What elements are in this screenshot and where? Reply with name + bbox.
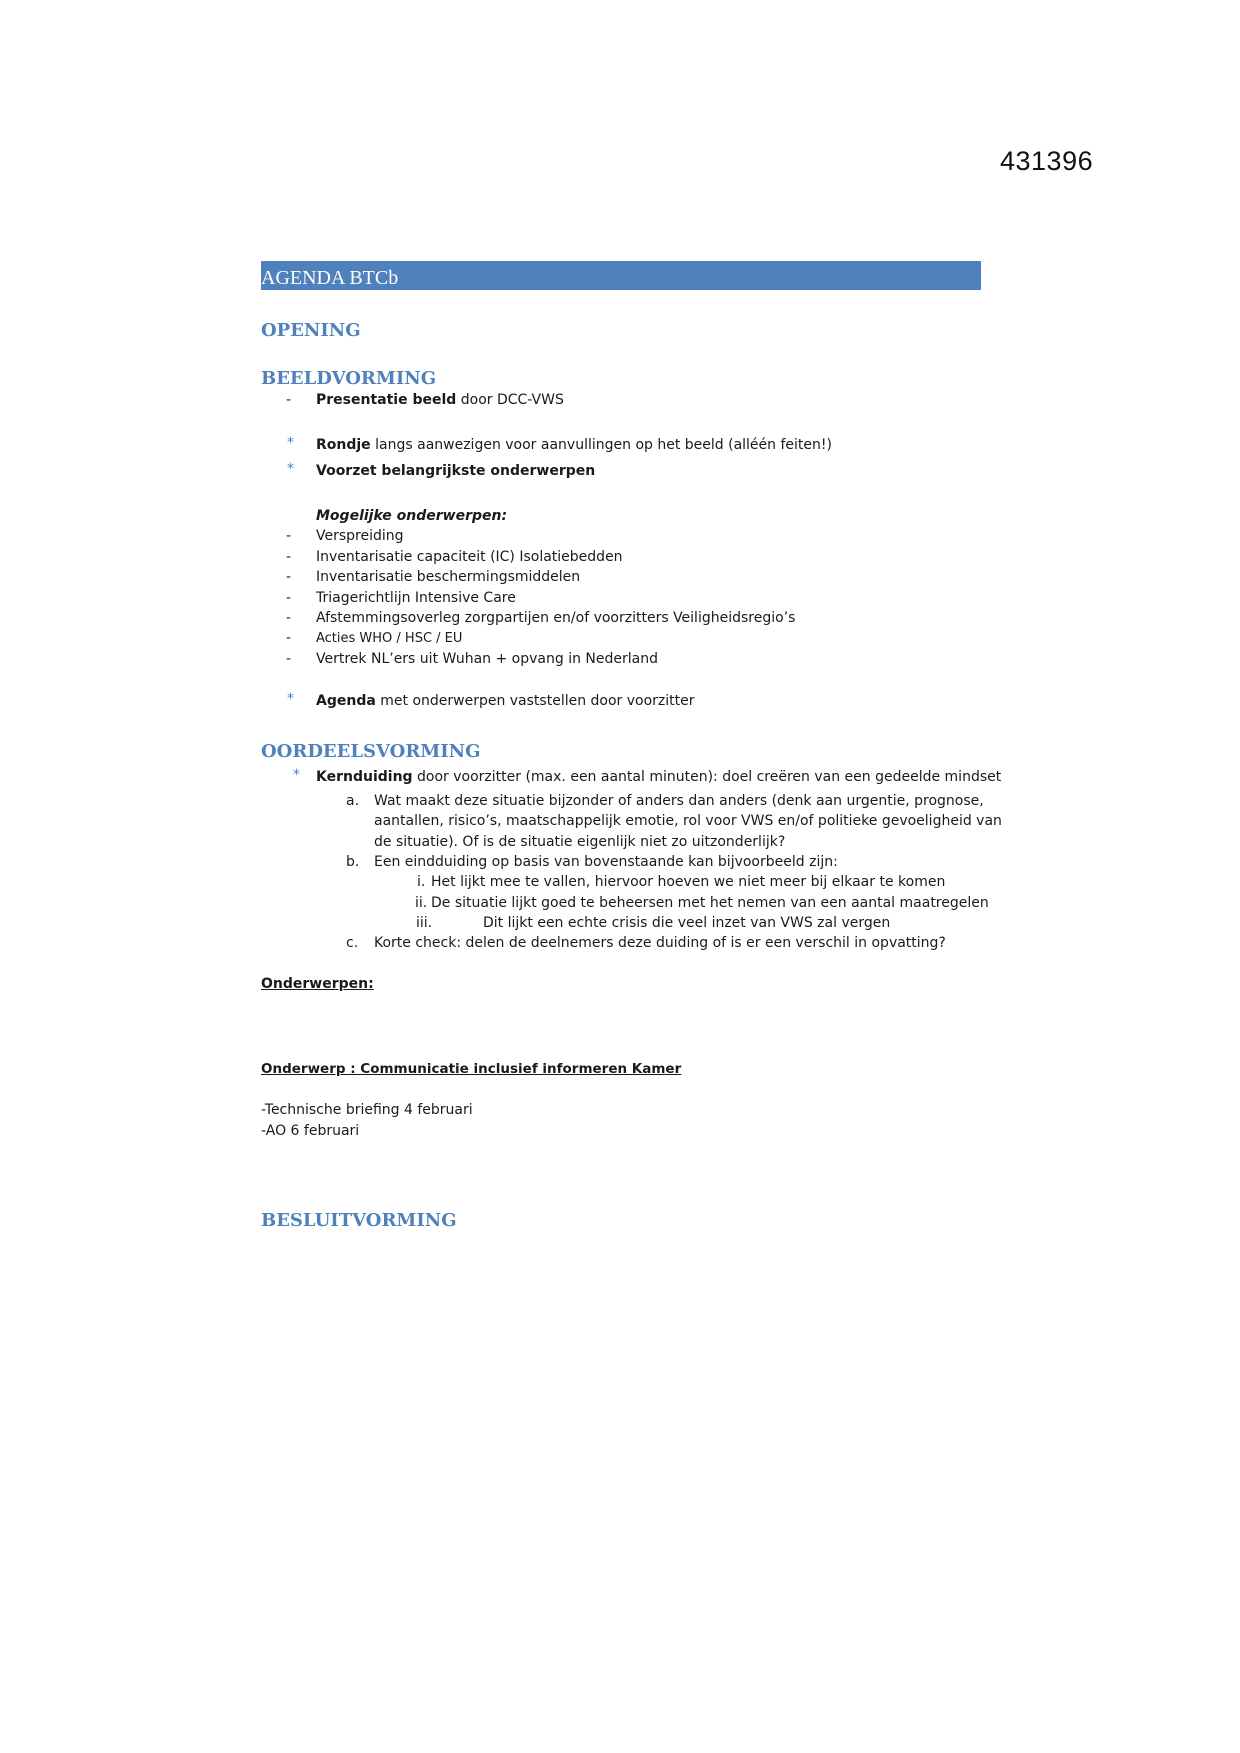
list-marker-a: a. [346,793,360,809]
list-marker-iii: iii. [416,915,433,931]
topic-item: Inventarisatie capaciteit (IC) Isolatiebedden [316,549,623,565]
agenda-title-banner [261,261,981,290]
onderwerp-item: -AO 6 februari [261,1123,360,1139]
kernduiding-line: Kernduiding door voorzitter (max. een aantal minuten): doel creëren van een gedeelde mindset [316,769,1002,785]
dash-marker: - [286,528,292,544]
dash-marker: - [286,590,292,606]
item-i-text: Het lijkt mee te vallen, hiervoor hoeven we niet meer bij elkaar te komen [431,874,946,890]
item-c-line: Korte check: delen de deelnemers deze duiding of is er een verschil in opvatting? [374,935,946,951]
dash-marker: - [286,569,292,585]
dash-marker: - [286,549,292,565]
onderwerp-title: Onderwerp : Communicatie inclusief informeren Kamer [261,1061,682,1077]
topic-item: Acties WHO / HSC / EU [316,631,463,646]
dash-marker: - [286,392,292,408]
heading-oordeelsvorming: OORDEELSVORMING [261,741,481,762]
list-marker-ii: ii. [415,895,428,911]
onderwerpen-label: Onderwerpen: [261,976,374,992]
topic-item: Inventarisatie beschermingsmiddelen [316,569,581,585]
beeld-item-voorzet: Voorzet belangrijkste onderwerpen [316,463,596,479]
list-marker-i: i. [417,874,426,890]
heading-besluitvorming: BESLUITVORMING [261,1210,457,1231]
item-ii-text: De situatie lijkt goed te beheersen met het nemen van een aantal maatregelen [431,895,989,911]
item-a-line: de situatie). Of is de situatie eigenlijk niet zo uitzonderlijk? [374,834,786,850]
star-marker: * [287,461,294,477]
dash-marker: - [286,651,292,667]
item-iii-text: Dit lijkt een echte crisis die veel inzet van VWS zal vergen [483,915,891,931]
star-marker: * [293,767,300,783]
topic-item: Triagerichtlijn Intensive Care [316,590,516,606]
topic-item: Afstemmingsoverleg zorgpartijen en/of voorzitters Veiligheidsregio’s [316,610,796,626]
heading-opening: OPENING [261,320,361,341]
beeld-item-agenda: Agenda met onderwerpen vaststellen door voorzitter [316,693,695,709]
item-a-line: aantallen, risico’s, maatschappelijk emotie, rol voor VWS en/of politieke gevoeligheid van [374,813,1002,829]
onderwerp-item: -Technische briefing 4 februari [261,1102,473,1118]
item-b-line: Een eindduiding op basis van bovenstaande kan bijvoorbeeld zijn: [374,854,838,870]
topic-item: Verspreiding [316,528,404,544]
heading-beeldvorming: BEELDVORMING [261,368,437,389]
beeld-item-presentatie: Presentatie beeld door DCC-VWS [316,392,564,408]
mogelijke-onderwerpen-heading: Mogelijke onderwerpen: [316,508,508,524]
document-number: 431396 [1000,146,1094,176]
agenda-title: AGENDA BTCb [261,267,399,289]
beeld-item-rondje: Rondje langs aanwezigen voor aanvullingen op het beeld (alléén feiten!) [316,437,832,453]
list-marker-b: b. [346,854,360,870]
star-marker: * [287,691,294,707]
item-a-line: Wat maakt deze situatie bijzonder of anders dan anders (denk aan urgentie, prognose, [374,793,984,809]
list-marker-c: c. [346,935,359,951]
star-marker: * [287,435,294,451]
dash-marker: - [286,610,292,626]
topic-item: Vertrek NL’ers uit Wuhan + opvang in Nederland [316,651,658,667]
dash-marker: - [286,630,292,646]
